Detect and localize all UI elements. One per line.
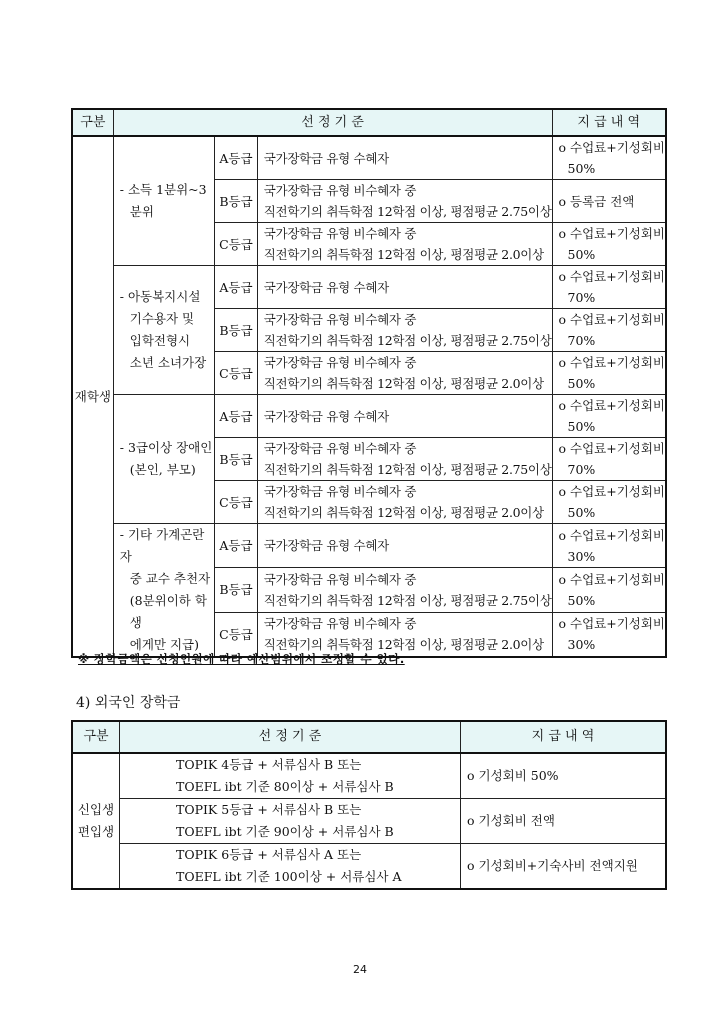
payment-line: o 수업료+기성회비 bbox=[558, 140, 665, 155]
category-line: - 3급이상 장애인 bbox=[119, 440, 213, 455]
payment-cell bbox=[552, 524, 666, 568]
payment-line: o 수업료+기성회비 bbox=[558, 484, 665, 499]
criteria-line: 국가장학금 유형 비수혜자 중 bbox=[263, 226, 417, 241]
criteria-line: 국가장학금 유형 비수혜자 중 bbox=[263, 441, 417, 456]
criteria-line: 직전학기의 취득학점 12학점 이상, 평점평균 2.0이상 bbox=[263, 637, 544, 653]
payment-cell bbox=[552, 309, 666, 352]
payment-line: o 수업료+기성회비 bbox=[558, 616, 665, 632]
payment-line: 70% bbox=[567, 333, 596, 348]
section-cell: 재학생 bbox=[72, 136, 113, 657]
criteria-line: 국가장학금 유형 비수혜자 중 bbox=[263, 312, 417, 327]
payment-line: 30% bbox=[567, 637, 596, 653]
page-number: 24 bbox=[353, 963, 367, 976]
category-cell bbox=[113, 395, 214, 524]
criteria-cell bbox=[120, 799, 461, 844]
category-cell bbox=[113, 136, 214, 266]
category-line: 에게만 지급) bbox=[129, 637, 199, 652]
criteria-line: 국가장학금 유형 비수혜자 중 bbox=[263, 183, 417, 198]
criteria-cell bbox=[257, 136, 552, 180]
category-line: (본인, 부모) bbox=[129, 462, 196, 477]
grade-cell: B등급 bbox=[215, 180, 258, 223]
payment-cell: o 기성회비+기숙사비 전액지원 bbox=[461, 844, 667, 890]
criteria-cell bbox=[257, 266, 552, 309]
criteria-line: 직전학기의 취득학점 12학점 이상, 평점평균 2.75이상 bbox=[263, 462, 552, 477]
header-criteria: 선 정 기 준 bbox=[120, 721, 461, 753]
grade-cell: B등급 bbox=[215, 568, 258, 612]
criteria-line: TOPIK 6등급 + 서류심사 A 또는 bbox=[176, 847, 362, 862]
grade-cell: B등급 bbox=[215, 438, 258, 481]
table-row bbox=[72, 136, 666, 180]
payment-line: o 수업료+기성회비 bbox=[558, 226, 665, 241]
grade-cell: A등급 bbox=[215, 395, 258, 438]
criteria-line: 직전학기의 취득학점 12학점 이상, 평점평균 2.75이상 bbox=[263, 592, 552, 608]
criteria-cell bbox=[257, 438, 552, 481]
payment-line: 30% bbox=[567, 548, 596, 564]
grade-cell: C등급 bbox=[215, 223, 258, 266]
category-line: 소년 소녀가장 bbox=[129, 355, 207, 370]
header-category: 구분 bbox=[72, 109, 113, 136]
criteria-line: 국가장학금 유형 수혜자 bbox=[263, 408, 389, 424]
table-header-row bbox=[72, 721, 666, 753]
category-line: 중 교수 추천자 bbox=[129, 571, 211, 586]
criteria-line: 국가장학금 유형 수혜자 bbox=[263, 279, 389, 295]
payment-cell bbox=[552, 266, 666, 309]
payment-cell bbox=[552, 612, 666, 657]
table-row bbox=[72, 524, 666, 568]
criteria-cell bbox=[257, 568, 552, 612]
section-cell bbox=[72, 753, 120, 889]
payment-cell bbox=[552, 223, 666, 266]
header-category: 구분 bbox=[72, 721, 120, 753]
payment-cell bbox=[552, 180, 666, 223]
criteria-cell bbox=[120, 844, 461, 890]
payment-line: 50% bbox=[567, 592, 596, 608]
payment-line: 50% bbox=[567, 161, 596, 176]
criteria-line: 국가장학금 유형 수혜자 bbox=[263, 538, 389, 554]
category-line: - 소득 1분위~3 bbox=[119, 182, 207, 197]
payment-cell bbox=[552, 352, 666, 395]
payment-line: o 수업료+기성회비 bbox=[558, 312, 665, 327]
criteria-line: TOEFL ibt 기준 100이상 + 서류심사 A bbox=[176, 869, 402, 884]
payment-line: 70% bbox=[567, 290, 596, 305]
criteria-line: 국가장학금 유형 비수혜자 중 bbox=[263, 355, 417, 370]
criteria-line: 국가장학금 유형 수혜자 bbox=[263, 150, 389, 166]
foreign-scholarship-table bbox=[71, 720, 667, 890]
criteria-line: 직전학기의 취득학점 12학점 이상, 평점평균 2.0이상 bbox=[263, 505, 544, 520]
criteria-line: TOEFL ibt 기준 80이상 + 서류심사 B bbox=[176, 779, 394, 794]
category-line: - 기타 가계곤란자 bbox=[119, 527, 205, 564]
criteria-cell bbox=[120, 753, 461, 799]
criteria-cell bbox=[257, 481, 552, 524]
payment-cell bbox=[552, 395, 666, 438]
grade-cell: C등급 bbox=[215, 612, 258, 657]
grade-cell: A등급 bbox=[215, 266, 258, 309]
criteria-cell bbox=[257, 309, 552, 352]
payment-line: 50% bbox=[567, 419, 596, 434]
criteria-cell bbox=[257, 352, 552, 395]
header-criteria: 선 정 기 준 bbox=[113, 109, 552, 136]
category-line: (8분위이하 학생 bbox=[129, 593, 207, 630]
grade-cell: B등급 bbox=[215, 309, 258, 352]
table-row bbox=[72, 753, 666, 799]
payment-line: o 수업료+기성회비 bbox=[558, 269, 665, 284]
grade-cell: C등급 bbox=[215, 352, 258, 395]
payment-line: 50% bbox=[567, 505, 596, 520]
criteria-line: 직전학기의 취득학점 12학점 이상, 평점평균 2.75이상 bbox=[263, 333, 552, 348]
criteria-line: TOPIK 4등급 + 서류심사 B 또는 bbox=[176, 757, 362, 772]
payment-cell bbox=[552, 136, 666, 180]
payment-line: o 수업료+기성회비 bbox=[558, 441, 665, 456]
table-row bbox=[72, 799, 666, 844]
table-row bbox=[72, 395, 666, 438]
section-line: 편입생 bbox=[77, 824, 115, 839]
payment-cell: o 기성회비 50% bbox=[461, 753, 667, 799]
payment-cell bbox=[552, 568, 666, 612]
category-line: - 아동복지시설 bbox=[119, 289, 201, 304]
note-text: ※ 장학금액은 신청인원에 따라 예산범위에서 조정할 수 있다. bbox=[78, 652, 405, 666]
header-payment: 지 급 내 역 bbox=[552, 109, 666, 136]
criteria-line: 직전학기의 취득학점 12학점 이상, 평점평균 2.0이상 bbox=[263, 247, 544, 262]
category-cell bbox=[113, 524, 214, 658]
payment-line: o 수업료+기성회비 bbox=[558, 571, 665, 587]
criteria-line: 국가장학금 유형 비수혜자 중 bbox=[263, 484, 417, 499]
category-line: 기수용자 및 bbox=[129, 311, 195, 326]
payment-cell bbox=[552, 481, 666, 524]
grade-cell: A등급 bbox=[215, 136, 258, 180]
payment-line: o 등록금 전액 bbox=[558, 193, 635, 209]
payment-line: 70% bbox=[567, 462, 596, 477]
criteria-cell bbox=[257, 524, 552, 568]
table-row bbox=[72, 266, 666, 309]
payment-line: o 수업료+기성회비 bbox=[558, 355, 665, 370]
payment-cell: o 기성회비 전액 bbox=[461, 799, 667, 844]
criteria-cell bbox=[257, 223, 552, 266]
payment-line: o 수업료+기성회비 bbox=[558, 527, 665, 543]
payment-line: o 수업료+기성회비 bbox=[558, 398, 665, 413]
grade-cell: A등급 bbox=[215, 524, 258, 568]
criteria-cell bbox=[257, 395, 552, 438]
table-row bbox=[72, 844, 666, 890]
section-title: 4) 외국인 장학금 bbox=[76, 695, 181, 711]
grade-cell: C등급 bbox=[215, 481, 258, 524]
domestic-scholarship-table bbox=[71, 108, 667, 658]
criteria-line: 직전학기의 취득학점 12학점 이상, 평점평균 2.75이상 bbox=[263, 204, 552, 219]
criteria-line: TOEFL ibt 기준 90이상 + 서류심사 B bbox=[176, 824, 394, 839]
criteria-cell bbox=[257, 180, 552, 223]
payment-line: 50% bbox=[567, 376, 596, 391]
criteria-line: 국가장학금 유형 비수혜자 중 bbox=[263, 571, 417, 587]
category-line: 분위 bbox=[129, 204, 154, 219]
criteria-line: 직전학기의 취득학점 12학점 이상, 평점평균 2.0이상 bbox=[263, 376, 544, 391]
header-payment: 지 급 내 역 bbox=[461, 721, 667, 753]
category-cell bbox=[113, 266, 214, 395]
criteria-line: TOPIK 5등급 + 서류심사 B 또는 bbox=[176, 802, 362, 817]
payment-line: 50% bbox=[567, 247, 596, 262]
table-header-row bbox=[72, 109, 666, 136]
payment-cell bbox=[552, 438, 666, 481]
category-line: 입학전형시 bbox=[129, 333, 191, 348]
section-line: 신입생 bbox=[77, 802, 115, 817]
criteria-line: 국가장학금 유형 비수혜자 중 bbox=[263, 616, 417, 632]
